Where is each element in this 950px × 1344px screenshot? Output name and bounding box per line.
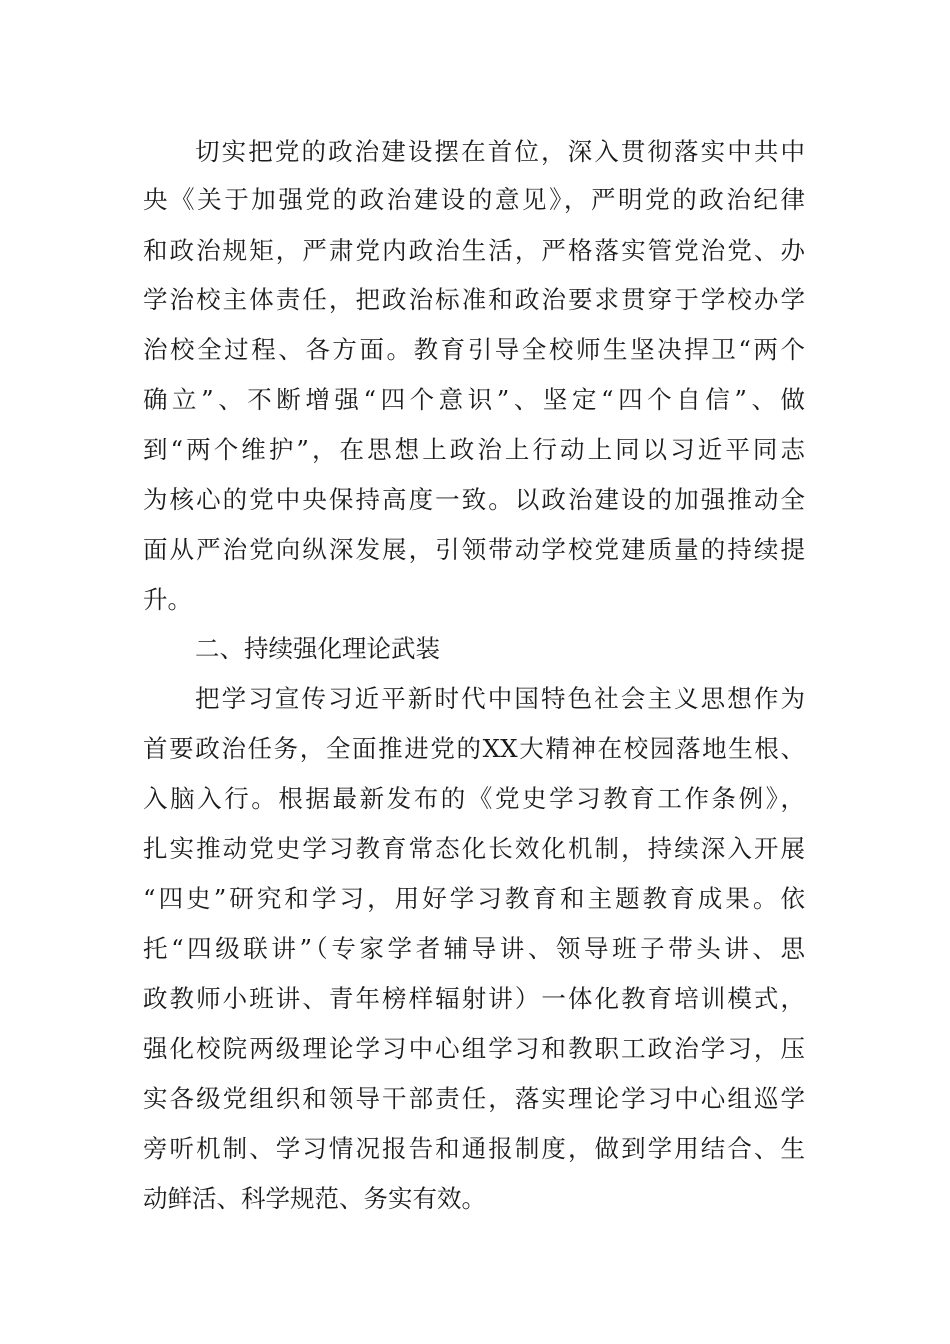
paragraph-line: 学治校主体责任，把政治标准和政治要求贯穿于学校办学 bbox=[143, 285, 805, 314]
paragraph-line: 治校全过程、各方面。教育引导全校师生坚决捍卫“两个 bbox=[143, 335, 805, 364]
section-heading: 二、持续强化理论武装 bbox=[195, 634, 440, 663]
paragraph-line: 托“四级联讲”（专家学者辅导讲、领导班子带头讲、思 bbox=[143, 934, 805, 963]
paragraph-line: 政教师小班讲、青年榜样辐射讲）一体化教育培训模式， bbox=[143, 984, 805, 1013]
paragraph-line: 旁听机制、学习情况报告和通报制度，做到学用结合、生 bbox=[143, 1134, 805, 1163]
paragraph-line: 为核心的党中央保持高度一致。以政治建设的加强推动全 bbox=[143, 485, 805, 514]
paragraph-line: 动鲜活、科学规范、务实有效。 bbox=[143, 1184, 486, 1213]
paragraph-line: 首要政治任务，全面推进党的XX大精神在校园落地生根、 bbox=[143, 734, 805, 763]
paragraph-line: 把学习宣传习近平新时代中国特色社会主义思想作为 bbox=[195, 684, 805, 713]
paragraph-line: 升。 bbox=[143, 585, 192, 614]
paragraph-line: 面从严治党向纵深发展，引领带动学校党建质量的持续提 bbox=[143, 535, 805, 564]
paragraph-line: 和政治规矩，严肃党内政治生活，严格落实管党治党、办 bbox=[143, 236, 805, 265]
paragraph-line: 入脑入行。根据最新发布的《党史学习教育工作条例》， bbox=[143, 784, 805, 813]
paragraph-line: 央《关于加强党的政治建设的意见》，严明党的政治纪律 bbox=[143, 185, 805, 214]
paragraph-line: 强化校院两级理论学习中心组学习和教职工政治学习，压 bbox=[143, 1034, 805, 1063]
paragraph-line: 实各级党组织和领导干部责任，落实理论学习中心组巡学 bbox=[143, 1084, 805, 1113]
paragraph-line: 切实把党的政治建设摆在首位，深入贯彻落实中共中 bbox=[195, 137, 805, 166]
paragraph-line: “四史”研究和学习，用好学习教育和主题教育成果。依 bbox=[143, 884, 805, 913]
paragraph-line: 确立”、不断增强“四个意识”、坚定“四个自信”、做 bbox=[143, 385, 805, 414]
paragraph-line: 扎实推动党史学习教育常态化长效化机制，持续深入开展 bbox=[143, 834, 805, 863]
paragraph-line: 到“两个维护”，在思想上政治上行动上同以习近平同志 bbox=[143, 435, 805, 464]
